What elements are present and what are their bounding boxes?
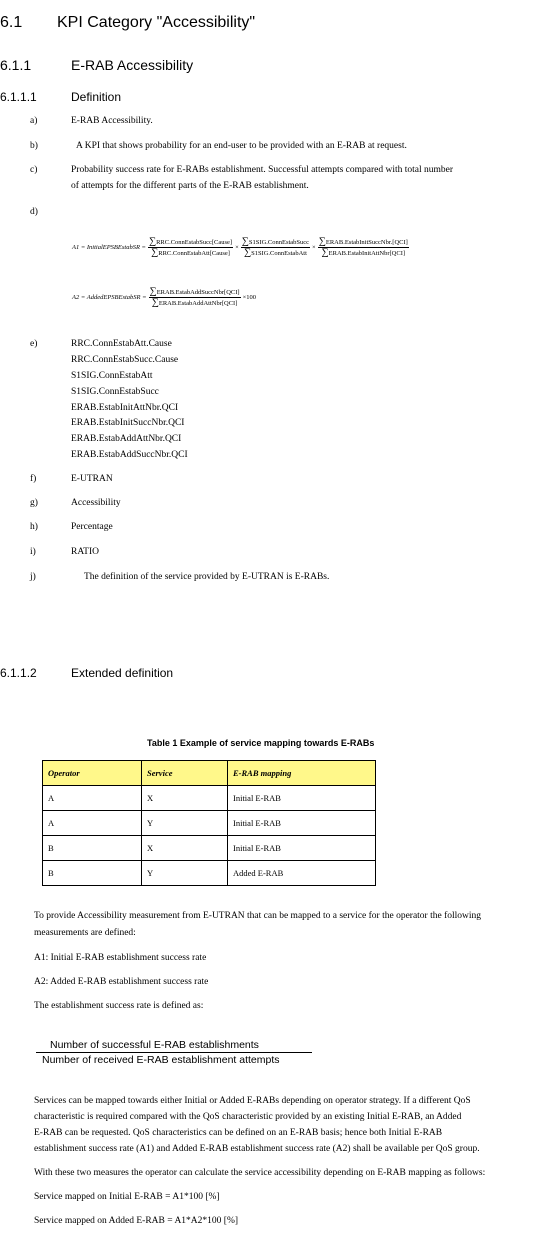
table-header-cell: E-RAB mapping bbox=[228, 761, 376, 786]
table-row bbox=[43, 836, 376, 861]
sum-symbol: ∑ bbox=[151, 297, 159, 308]
table-header-cell: Operator bbox=[43, 761, 142, 786]
item-f-text: E-UTRAN bbox=[71, 474, 113, 484]
formula-a1-term3-num: ERAB.EstabInitSuccNbr.[QCI] bbox=[325, 239, 408, 246]
sum-symbol: ∑ bbox=[241, 236, 249, 247]
ext-paragraph-6: Service mapped on Added E-RAB = A1*A2*100 [%] bbox=[34, 1216, 239, 1226]
formula-a1-term2-den: S1SIG.ConnEstabAtt bbox=[251, 250, 307, 257]
table-row bbox=[43, 861, 376, 886]
success-rate-numerator: Number of successful E-RAB establishments bbox=[36, 1039, 312, 1053]
section-6-1-title: KPI Category "Accessibility" bbox=[57, 14, 256, 31]
item-d-label: d) bbox=[30, 207, 38, 217]
table-cell: B bbox=[43, 836, 142, 861]
success-rate-fraction bbox=[36, 1039, 312, 1066]
item-e-label: e) bbox=[30, 339, 38, 349]
section-6-1-1-1-number: 6.1.1.1 bbox=[0, 90, 37, 104]
counter-item: S1SIG.ConnEstabAtt bbox=[71, 371, 153, 381]
formula-a1-term3 bbox=[318, 238, 409, 257]
ext-paragraph-5: Service mapped on Initial E-RAB = A1*100 [%] bbox=[34, 1192, 220, 1202]
formula-a1-term3-den: ERAB.EstabInitAttNbr[QCI] bbox=[328, 250, 406, 257]
formula-times: × bbox=[312, 244, 316, 251]
formula-a1-term2-num: S1SIG.ConnEstabSucc bbox=[248, 239, 310, 246]
item-b-text: A KPI that shows probability for an end-user to be provided with an E-RAB at request. bbox=[76, 141, 407, 151]
formula-a2-den: ERAB.EstabAddAttNbr[QCI] bbox=[158, 300, 238, 307]
item-g-label: g) bbox=[30, 498, 38, 508]
section-6-1-1-2-title: Extended definition bbox=[71, 666, 174, 680]
item-h-text: Percentage bbox=[71, 522, 113, 532]
success-rate-denominator: Number of received E-RAB establishment attempts bbox=[42, 1054, 280, 1066]
table-cell: B bbox=[43, 861, 142, 886]
counter-item: ERAB.EstabAddSuccNbr.QCI bbox=[71, 450, 188, 460]
table-cell: Initial E-RAB bbox=[228, 836, 376, 861]
ext-a1-definition: A1: Initial E-RAB establishment success rate bbox=[34, 953, 207, 963]
table-cell: Y bbox=[142, 861, 228, 886]
ext-paragraph-4: With these two measures the operator can calculate the service accessibility depending on E-RAB mapping as follows: bbox=[34, 1168, 486, 1178]
sum-symbol: ∑ bbox=[149, 286, 157, 297]
ext-paragraph-3-line4: establishment success rate (A1) and Added E-RAB establishment success rate (A2) shall be available per QoS group. bbox=[34, 1144, 480, 1154]
counter-item: ERAB.EstabAddAttNbr.QCI bbox=[71, 434, 182, 444]
item-i-text: RATIO bbox=[71, 547, 99, 557]
ext-paragraph-3-line3: E-RAB can be requested. QoS characteristics can be defined on an E-RAB basis; hence both Initial E-RAB bbox=[34, 1128, 443, 1138]
item-b-label: b) bbox=[30, 141, 38, 151]
formula-times-100: ×100 bbox=[242, 294, 256, 301]
item-h-label: h) bbox=[30, 522, 38, 532]
item-j-label: j) bbox=[30, 572, 36, 582]
item-c-label: c) bbox=[30, 165, 38, 175]
formula-a1-term1 bbox=[148, 238, 233, 257]
item-c-text-line1: Probability success rate for E-RABs establishment. Successful attempts compared with total number bbox=[71, 165, 454, 175]
formula-a2 bbox=[72, 288, 256, 307]
table-header-row bbox=[43, 761, 376, 786]
counter-item: RRC.ConnEstabAtt.Cause bbox=[71, 339, 172, 349]
table-cell: Initial E-RAB bbox=[228, 811, 376, 836]
counter-item: S1SIG.ConnEstabSucc bbox=[71, 387, 159, 397]
sum-symbol: ∑ bbox=[243, 247, 252, 258]
table-header-cell: Service bbox=[142, 761, 228, 786]
ext-paragraph-1-line1: To provide Accessibility measurement from E-UTRAN that can be mapped to a service for the operator the following bbox=[34, 911, 482, 921]
table-cell: X bbox=[142, 836, 228, 861]
item-a-label: a) bbox=[30, 116, 38, 126]
table-cell: Y bbox=[142, 811, 228, 836]
table-cell: A bbox=[43, 786, 142, 811]
formula-a1-term1-num: RRC.ConnEstabSucc[Cause] bbox=[156, 239, 233, 246]
ext-paragraph-3-line2: characteristic is required compared with the QoS characteristic provided by an existing Initial E-RAB, an Added bbox=[34, 1112, 462, 1122]
counter-item: RRC.ConnEstabSucc.Cause bbox=[71, 355, 179, 365]
counter-item: ERAB.EstabInitAttNbr.QCI bbox=[71, 403, 179, 413]
counter-item: ERAB.EstabInitSuccNbr.QCI bbox=[71, 418, 185, 428]
formula-a1 bbox=[72, 238, 409, 257]
ext-a2-definition: A2: Added E-RAB establishment success rate bbox=[34, 977, 209, 987]
section-6-1-1-1-title: Definition bbox=[71, 90, 122, 104]
table-cell: A bbox=[43, 811, 142, 836]
table-cell: X bbox=[142, 786, 228, 811]
table-row bbox=[43, 811, 376, 836]
formula-a1-term1-den: RRC.ConnEstabAtt[Cause] bbox=[158, 250, 230, 257]
formula-a1-lhs: A1 = InitialEPSBEstabSR = bbox=[72, 244, 146, 251]
formula-a2-lhs: A2 = AddedEPSBEstabSR = bbox=[72, 294, 147, 301]
formula-a1-term2 bbox=[241, 238, 310, 257]
table-row bbox=[43, 786, 376, 811]
sum-symbol: ∑ bbox=[151, 247, 159, 258]
item-g-text: Accessibility bbox=[71, 498, 121, 508]
table-cell: Initial E-RAB bbox=[228, 786, 376, 811]
item-c-text-line2: of attempts for the different parts of the E-RAB establishment. bbox=[71, 181, 309, 191]
ext-paragraph-2: The establishment success rate is defined as: bbox=[34, 1001, 204, 1011]
formula-a2-term bbox=[149, 288, 241, 307]
sum-symbol: ∑ bbox=[318, 236, 326, 247]
item-i-label: i) bbox=[30, 547, 36, 557]
sum-symbol: ∑ bbox=[148, 236, 157, 247]
ext-paragraph-1-line2: measurements are defined: bbox=[34, 928, 136, 938]
item-j-text: The definition of the service provided by E-UTRAN is E-RABs. bbox=[84, 572, 330, 582]
table-cell: Added E-RAB bbox=[228, 861, 376, 886]
section-6-1-1-2-number: 6.1.1.2 bbox=[0, 666, 37, 680]
item-f-label: f) bbox=[30, 474, 37, 484]
section-6-1-1-title: E-RAB Accessibility bbox=[71, 57, 194, 73]
ext-paragraph-3-line1: Services can be mapped towards either Initial or Added E-RABs depending on operator strategy. If a different QoS bbox=[34, 1096, 471, 1106]
formula-times: × bbox=[235, 244, 239, 251]
item-a-text: E-RAB Accessibility. bbox=[71, 116, 153, 126]
sum-symbol: ∑ bbox=[321, 247, 329, 258]
table-caption: Table 1 Example of service mapping towards E-RABs bbox=[147, 738, 375, 748]
section-6-1-1-number: 6.1.1 bbox=[0, 57, 32, 73]
section-6-1-number: 6.1 bbox=[0, 14, 23, 31]
formula-a2-num: ERAB.EstabAddSuccNbr[QCI] bbox=[156, 289, 240, 296]
service-mapping-table bbox=[42, 760, 376, 886]
